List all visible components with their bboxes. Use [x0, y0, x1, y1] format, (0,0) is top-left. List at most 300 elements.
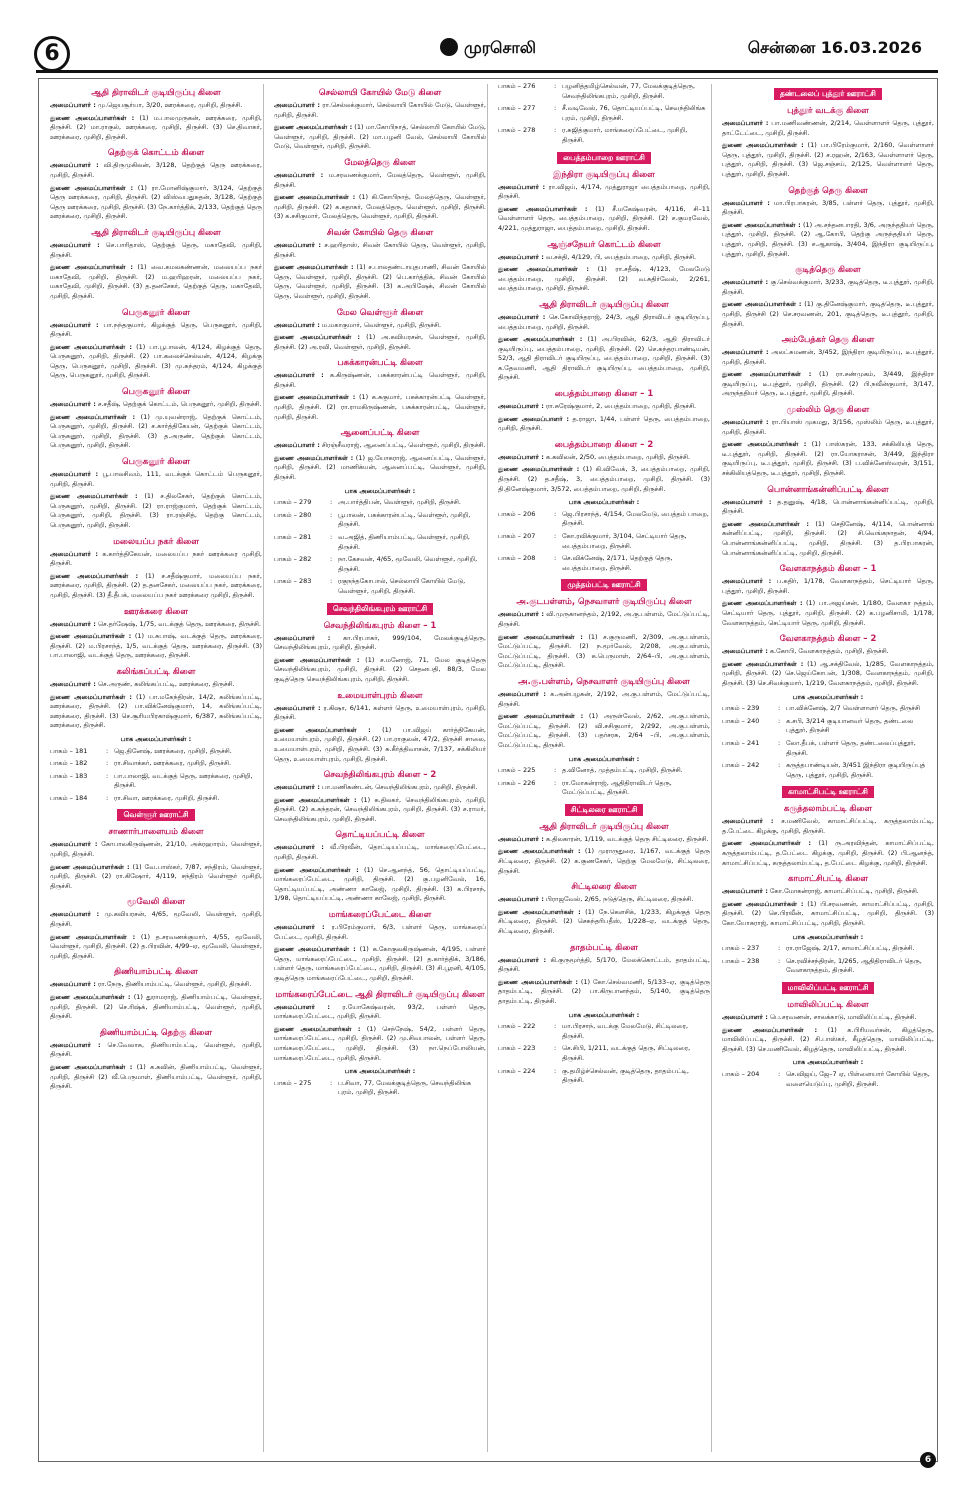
member-details: மு.கவியரசன், 4/65, மூவேலி, வெள்ளூர், முசிறி, திருச்சி.: [50, 910, 262, 929]
member-entry: [274, 796, 486, 825]
role-label: அமைப்பாளர் :: [50, 619, 96, 628]
booth-label: பாகம் – 277: [498, 104, 536, 113]
booth-colon: :: [106, 746, 109, 755]
member-entry: [50, 980, 262, 990]
role-label: துணை அமைப்பாளர்கள் :: [50, 113, 135, 122]
masthead-logo-icon: [440, 38, 458, 56]
member-entry: [274, 321, 486, 331]
role-label: அமைப்பாளர் :: [722, 418, 769, 427]
member-details: க.கவிலன், 2/50, பைத்தம்பாறை, முசிறி, திருச்சி.: [545, 452, 690, 461]
member-entry: [722, 199, 934, 218]
member-entry: [498, 205, 710, 234]
role-label: துணை அமைப்பாளர்கள் :: [274, 795, 357, 804]
role-label: அமைப்பாளர் :: [722, 497, 772, 506]
branch-heading: கலிங்கப்பட்டி கிளை: [116, 666, 196, 677]
member-details: (1) செதினேஷ், 4/114, பொன்னாங் கன்னிப்பட்டி, முசிறி, திருச்சி. (2) சி.வெங்கநாதன், 4/94, பொன்னாங்கன்னிப்பட்டி, முசிறி, திருச்சி. (3) த.பிரபாகரன், பொன்னாங்கன்னிப்பட்டி, முசிறி, திருச்சி.: [722, 519, 934, 557]
member-entry: [722, 141, 934, 179]
role-label: துணை அமைப்பாளர்கள் :: [50, 183, 134, 192]
section-subheading: பாக அமைப்பாளர்கள் :: [792, 932, 864, 941]
member-details: (1) செந்நேஷ், 54/2, பள்ளர் தெரு, மாங்கரைப்பேட்டை, முசிறி, திருச்சி. (2) மு.சிவபாலன், பள்ளர் தெரு, மாங்கரைப்பேட்டை, முசிறி, திருச்சி. (3) நா.நெப்போலியன், மாங்கரைப்பேட்டை, முசிறி, திருச்சி.: [274, 1024, 486, 1062]
booth-colon: :: [554, 1044, 557, 1053]
booth-value: நா.கேசவன், 4/65, மூவேலி, வெள்ளூர், முசிறி, திருச்சி.: [338, 555, 478, 573]
role-label: துணை அமைப்பாளர்கள் :: [722, 1025, 818, 1034]
role-label: அமைப்பாளர் :: [498, 312, 546, 321]
role-label: அமைப்பாளர் :: [50, 980, 96, 989]
member-details: பா.மணிகண்டன், செவந்திலிங்கபுரம், முசிறி, திருச்சி.: [321, 783, 478, 792]
role-label: துணை அமைப்பாளர்கள் :: [722, 300, 802, 309]
member-entry: [50, 343, 262, 381]
member-entry: [498, 633, 710, 671]
panchayat-banner: மாவிலிப்பட்டி ஊராட்சி: [782, 982, 875, 994]
role-label: துணை அமைப்பாளர்கள் :: [722, 839, 811, 848]
member-details: (1) பா.விஜய் கார்த்திகேயன், உமையாள்புரம், முசிறி, திருச்சி. (2) பா.ராகுலன், 47/2, திருச்சி சாலை, உமையாள்புரம், முசிறி, திருச்சி. (3) சு.கீர்த்திவாசன், 7/137, சக்கிலியர் தெரு, உமையாள்புரம், முசிறி, திருச்சி.: [274, 725, 486, 763]
column-divider: [711, 84, 712, 1452]
branch-heading: செல்லாயி கோயில் மேடு கிளை: [318, 88, 442, 98]
member-details: ச.ஹரிதாஸ், சிவன் கோயில் தெரு, வெள்ளூர், முசிறி, திருச்சி.: [274, 240, 486, 259]
panchayat-banner: செவந்திலிங்கபுரம் ஊராட்சி: [327, 603, 433, 615]
member-entry: [50, 400, 262, 410]
member-entry: [274, 923, 486, 942]
role-label: அமைப்பாளர் :: [50, 1040, 101, 1049]
member-details: ச.மணிவேல், காமாட்சிப்பட்டி, கருத்தலாம்பட்டி, த.பேட்டை கிழக்கு, முசிறி, திருச்சி.: [722, 817, 934, 835]
booth-row: [722, 957, 934, 976]
role-label: அமைப்பாளர் :: [50, 400, 96, 409]
booth-colon: :: [778, 716, 781, 725]
member-details: (1) முராருதுரை, 1/167, வடக்குத் தெரு சிட்டிலரை, திருச்சி. (2) க.குணசேகர், தெற்கு மேலமேடு, சிட்டிலரை, திருச்சி.: [498, 847, 710, 875]
member-details: (1) ரு.அரவிந்தன், காமாட்சிப்பட்டி, கருத்தலாம்பட்டி, த.பேட்டை கிழக்கு, முசிறி, திருச்சி. (2) பி.ஆனந்த், காமாட்சிப்பட்டி, கருத்தலாம்பட்டி, த.பேட்டை கிழக்கு, முசிறி, திருச்சி.: [722, 839, 934, 867]
booth-colon: :: [554, 532, 557, 540]
member-entry: [498, 402, 710, 412]
member-details: (1) மு.யுவன்ராஜ், தெற்குக் கொட்டம், பெருகனூர், முசிறி, திருச்சி. (2) ச.கார்த்திகேயன், தெற்குக் கொட்டம், பெருகனூர், முசிறி, திருச்சி. (3) த.அருண், தெற்குக் கொட்டம், பெருகனூர், முசிறி, திருச்சி.: [50, 412, 262, 450]
booth-value: கு.தமிழ்ச்செல்வன், குடித்தெரு, தாதம்பட்டி, திருச்சி.: [562, 1066, 689, 1085]
booth-label: பாகம் – 239: [722, 704, 760, 713]
role-label: துணை அமைப்பாளர்கள் :: [274, 945, 356, 954]
booth-colon: :: [554, 778, 557, 787]
role-label: அமைப்பாளர் :: [722, 119, 769, 127]
booth-label: பாகம் – 276: [498, 82, 536, 90]
member-entry: [722, 278, 934, 297]
column-3: [498, 82, 710, 1454]
section-subheading: பாக அமைப்பாளர்கள் :: [792, 1058, 864, 1067]
role-label: அமைப்பாளர் :: [274, 101, 320, 109]
booth-value: பா.பாலாஜி, வடக்குத் தெரு, ஊரக்கரை, முசிறி, திருச்சி.: [114, 771, 253, 790]
branch-heading: உமையாள்புரம் கிளை: [337, 690, 423, 701]
booth-row: [50, 747, 262, 757]
booth-label: பாகம் – 182: [50, 759, 88, 768]
member-entry: [50, 413, 262, 451]
member-details: பா.நந்தகுமார், கிழக்குத் தெரு, பெருகனூர், முசிறி, திருச்சி.: [50, 320, 262, 339]
booth-row: [498, 1022, 710, 1041]
member-entry: [498, 895, 710, 905]
booth-colon: :: [330, 1078, 333, 1087]
member-entry: [498, 610, 710, 629]
role-label: அமைப்பாளர் :: [498, 955, 547, 964]
branch-heading: ஆதி திராவிடர் குடியிருப்பு கிளை: [91, 227, 221, 238]
booth-label: பாகம் – 208: [498, 554, 536, 563]
booth-row: [722, 1070, 934, 1089]
member-entry: [50, 161, 262, 180]
booth-colon: :: [778, 738, 781, 747]
member-entry: [722, 887, 934, 897]
role-label: அமைப்பாளர் :: [274, 320, 320, 329]
member-entry: [722, 839, 934, 868]
member-entry: [498, 712, 710, 750]
branch-heading: மாங்கரைப்பேட்டை கிளை: [328, 910, 432, 921]
role-label: துணை அமைப்பாளர்கள் :: [274, 725, 371, 734]
member-entry: [722, 900, 934, 929]
member-details: ர.பிரேம்குமார், 6/3, பள்ளர் தெரு, மாங்கரைப் பேட்டை, முசிறி, திருச்சி.: [274, 923, 486, 941]
member-entry: [274, 783, 486, 793]
member-entry: [50, 1063, 262, 1092]
member-details: (1) த.சரவணக்குமார், 4/55, மூவேலி, வெள்ளூர், முசிறி, திருச்சி. (2) த.பிரவின், 4/99–ஏ, மூவேலி, வெள்ளூர், முசிறி, திருச்சி.: [50, 932, 262, 960]
booth-colon: :: [778, 1069, 781, 1078]
member-entry: [498, 847, 710, 876]
member-details: (1) செ.ஆனந்த், 56, தொட்டியப்பட்டி, மாங்கரைப்பேட்டை, முசிறி, திருச்சி. (2) கு.பழனிவேல், 16, தொட்டியப்பட்டி, அண்ணா காலேஜ், முசிறி, திருச்சி. (3) க.பிரசாந், 1/98, தொட்டியப்பட்டி, அண்ணா காலேஜ், முசிறி, திருச்சி.: [274, 865, 486, 903]
role-label: துணை அமைப்பாளர்கள் :: [498, 632, 583, 641]
member-entry: [274, 1003, 486, 1022]
member-entry: [498, 465, 710, 494]
booth-colon: :: [778, 761, 781, 770]
branch-heading: மாங்கரைப்பேட்டை ஆதி திராவிடர் குடியிருப்பு கிளை: [275, 989, 485, 1000]
role-label: அமைப்பாளர் :: [274, 703, 321, 712]
role-label: துணை அமைப்பாளர்கள் :: [498, 847, 581, 856]
branch-heading: புத்தூர் வடக்கு கிளை: [787, 106, 869, 116]
member-details: சிரஞ்சீவராஜ், ஆனைப்பட்டி, வெள்ளூர், முசிறி, திருச்சி.: [321, 441, 486, 450]
booth-value: பூபாலன், பசுக்காரன்பட்டி, வெள்ளூர், முசிறி, திருச்சி.: [338, 510, 471, 529]
booth-value: ர.சுஜித்குமார், மாங்கரைப்பேட்டை, முசிறி, திருச்சி.: [562, 126, 688, 144]
booth-row: [498, 766, 710, 776]
booth-value: ஜெ.பிரசாந்த், 4/154, மேலமேடு, பைத்தம் பாறை, திருச்சி.: [562, 509, 709, 528]
member-details: (1) ஆ.சக்திவேல், 1/285, வேளகாநத்தம், முசிறி, திருச்சி. (2) செ.ஜெய்கோபன், 1/308, வேளகாநத்தம், முசிறி, திருச்சி. (3) செ.சிவக்குமார், 1/219, வேளகாநத்தம், முசிறி, திருச்சி.: [722, 659, 934, 687]
branch-heading: சாணார்பாளையம் கிளை: [108, 827, 204, 838]
member-details: க.கோபி, வேளகாநத்தம், முசிறி, திருச்சி.: [769, 647, 889, 656]
role-label: துணை அமைப்பாளர்கள் :: [50, 932, 136, 941]
role-label: துணை அமைப்பாளர்கள் :: [722, 220, 801, 229]
panchayat-banner: முத்தம்பட்டி ஊராட்சி: [561, 579, 646, 591]
branch-heading: மலையப்ப நகர் கிளை: [113, 536, 199, 547]
booth-colon: :: [778, 956, 781, 965]
member-details: வீ.பிரவீன், தொட்டியப்பட்டி, மாங்கரைப்பேட்டை, முசிறி, திருச்சி.: [274, 843, 486, 862]
member-details: (1) கு.தினேஷ்குமார், குடித்தெரு, டீ.புத்தூர், முசிறி, திருச்சி (2) செ.சரவணன், 201, குடித்தெரு, டீ.புத்தூர், முசிறி, திருச்சி.: [722, 300, 934, 328]
member-entry: [498, 313, 710, 332]
member-details: (1) ரா.சதீஷ், 4/123, மேலமேடு பைத்தம்பாறை, முசிறி, திருச்சி. (2) வ.சுதிர்வேல், 2/261, பைத்தம்பாறை, முசிறி, திருச்சி.: [498, 265, 710, 293]
panchayat-banner: வெள்ளூர் ஊராட்சி: [117, 809, 194, 821]
member-details: ரா.செல்லக்குமார், செல்லாயி கோயில் மேடு, வெள்ளூர், முசிறி, திருச்சி.: [274, 101, 486, 119]
member-entry: [498, 835, 710, 845]
member-details: (1) அ.சந்தனபாரதி, 3/6, அருந்ததியர் தெரு, புத்தூர், முசிறி, திருச்சி. (2) ஆ.கோபி, தெற்கு அருந்ததியர் தெரு, புத்தூர், முசிறி, திருச்சி. (3) ச.ஆகாஷ், 3/404, இந்திரா குடியிருப்பு, புத்தூர், முசிறி, திருச்சி.: [722, 220, 934, 258]
footer-page-number: 6: [920, 1452, 936, 1468]
member-entry: [50, 572, 262, 601]
role-label: அமைப்பாளர் :: [50, 240, 100, 249]
booth-colon: :: [554, 1066, 557, 1075]
role-label: அமைப்பாளர் :: [50, 470, 99, 479]
role-label: துணை அமைப்பாளர்கள் :: [498, 977, 578, 986]
role-label: அமைப்பாளர் :: [50, 910, 100, 919]
member-entry: [50, 910, 262, 929]
booth-label: பாகம் – 181: [50, 746, 88, 755]
member-entry: [50, 492, 262, 530]
branch-heading: தெற்குக் கொட்டம் கிளை: [107, 148, 205, 159]
branch-heading: செவந்திலிங்கபுரம் கிளை – 2: [323, 770, 437, 781]
member-details: (1) ச.மனோஜ், 71, மேல குடித்தெரு செவந்திலிங்கபுரம், முசிறி, திருச்சி. (2) செதனபதி, 88/3, மேல குடித்தெரு செவந்திலிங்கபுரம், முசிறி, திருச்சி.: [274, 655, 486, 683]
booth-row: [722, 704, 934, 714]
role-label: அமைப்பாளர் :: [50, 161, 99, 170]
role-label: அமைப்பாளர் :: [274, 633, 331, 642]
branch-heading: மூவேலி கிளை: [127, 897, 185, 908]
branch-heading: இந்திரா குடியிருப்பு கிளை: [553, 169, 655, 180]
member-entry: [274, 634, 486, 653]
member-details: மா.பிரபாகரன், 3/85, பள்ளர் தெரு, புத்தூர், முசிறி, திருச்சி.: [722, 198, 934, 217]
member-details: (1) பா.மகேந்திரன், 14/2, கலிங்கப்பட்டி, ஊரக்கரை, திருச்சி. (2) பா.விக்னேஷ்குமார், 14, கலிங்கப்பட்டி, ஊரக்கரை, திருச்சி. (3) செ.சூரியபிரகாஷ்குமார், 6/387, கலிங்கப்பட்டி, ஊரக்கரை, திருச்சி.: [50, 692, 262, 730]
member-details: பிராஜவேல், 2/65, நடுத்தெரு, சிட்டிலரை, திருச்சி.: [545, 895, 694, 904]
branch-heading: வேளகாநத்தம் கிளை – 2: [779, 634, 877, 645]
booth-value: செ.சிபி, 1/211, வடக்குத் தெரு, சிட்டிலரை, திருச்சி.: [562, 1044, 691, 1062]
member-details: செ.பாரிதாஸ், தெற்குத் தெரு, மகாதேவி, முசிறி, திருச்சி.: [50, 240, 262, 259]
member-details: (1) க.கோகுலகிருஷ்ணன், 4/195, பள்ளர் தெரு, மாங்கரைப்பேட்டை, முசிறி, திருச்சி. (2) த.கார்த்திக், 3/186, பள்ளர் தெரு, மாங்கரைப்பேட்டை, முசிறி, திருச்சி. (3) சி.பூரனி, 4/105, குடித்தெரு மாங்கரைப்பேட்டை, முசிறி, திருச்சி.: [274, 945, 486, 982]
role-label: துணை அமைப்பாளர்கள் :: [722, 519, 809, 528]
member-entry: [274, 945, 486, 983]
column-divider: [487, 84, 488, 1452]
booth-colon: :: [778, 944, 781, 953]
booth-row: [498, 104, 710, 123]
role-label: அமைப்பாளர் :: [274, 923, 325, 932]
member-entry: [274, 1025, 486, 1063]
member-details: (1) அ.பிரவின், 62/3, ஆதி திராவிடர் குடியிருப்பு, பைத்தம்பாறை, முசிறி, திருச்சி. (2) செ.சுந்தரபாண்டியன், 52/3, ஆதி திராவிடர் குடியிருப்பு, பைத்தம்பாறை, முசிறி, திருச்சி. (3) க.தேவமணி, ஆதி திராவிடர் குடியிருப்பு, பைத்தம்பாறை, முசிறி, திருச்சி.: [498, 335, 710, 382]
member-details: த.தனுஷ், 4/18, பொன்னாங்கன்னிப்பட்டி, முசிறி, திருச்சி.: [722, 497, 934, 516]
role-label: துணை அமைப்பாளர்கள் :: [722, 899, 804, 908]
booth-label: பாகம் – 278: [498, 126, 536, 135]
booth-label: பாகம் – 224: [498, 1066, 536, 1075]
member-entry: [50, 101, 262, 111]
role-label: துணை அமைப்பாளர்கள் :: [274, 263, 354, 272]
booth-label: பாகம் – 281: [274, 533, 312, 541]
member-details: (1) பா.அஜய்சன், 1/180, வேளகா நத்தம், செட்டியார் தெரு, புத்தூர், முசிறி, திருச்சி. (2) க.பழனிசாமி, 1/178, வேளகாநத்தம், செட்டியார் தெரு, முசிறி, திருச்சி.: [722, 599, 934, 627]
member-details: (1) ச.சதீஷ்குமார், மலையப்ப நகர், ஊரக்கரை, முசிறி, திருச்சி. (2) த.தனசேகர், மலையப்ப நகர், ஊரக்கரை, முசிறி, திருச்சி. (3) தீ.தீபக், மலையப்ப நகர் ஊரக்கரை முசிறி, திருச்சி.: [50, 571, 262, 599]
role-label: அமைப்பாளர் :: [722, 577, 772, 586]
branch-heading: பெருகனூர் கிளை: [121, 307, 191, 318]
booth-row: [274, 555, 486, 574]
member-entry: [498, 253, 710, 263]
booth-value: செ.விக்னேஷ், 2/171, தெற்குத் தெரு, பைத்தம்பாறை, திருச்சி.: [562, 554, 673, 572]
booth-row: [498, 82, 710, 101]
member-entry: [50, 114, 262, 143]
booth-row: [274, 533, 486, 552]
member-details: (1) க.திலகர், செவந்திலிங்கபுரம், முசிறி, திருச்சி. (2) க.சுந்தரன், செவந்திலிங்கபுரம், முசிறி, திருச்சி. (3) ச.ராமர், செவந்திலிங்கபுரம், முசிறி, திருச்சி.: [274, 795, 486, 823]
booth-row: [722, 717, 934, 736]
member-entry: [498, 183, 710, 202]
role-label: துணை அமைப்பாளர்கள் :: [50, 632, 132, 641]
branch-heading: குடித்தெரு கிளை: [795, 265, 861, 276]
member-details: அலட்சுமணன், 3/452, இந்திரா குடியிருப்பு, டீ.புத்தூர், முசிறி, திருச்சி.: [722, 348, 934, 366]
member-entry: [498, 956, 710, 975]
booth-row: [498, 1044, 710, 1063]
page-header: [0, 0, 972, 80]
member-entry: [498, 265, 710, 294]
branch-heading: வேளகாநத்தம் கிளை – 1: [779, 564, 877, 575]
member-details: ம.மகாகுமார், வெள்ளூர், முசிறி, திருச்சி.: [321, 320, 442, 329]
member-details: (1) கோ.செல்வமணி, 5/133–ஏ, குடித்தெரு தாதம்பட்டி, திருச்சி. (2) பா.கிருபானந்தம், 5/140, குடித்தெரு தாதம்பட்டி, திருச்சி.: [498, 977, 710, 1005]
branch-heading: முஸ்லிம் தெரு கிளை: [786, 405, 870, 416]
member-details: (1) ம.பாலமுருகன், ஊரக்கரை, முசிறி, திருச்சி. (2) மா.ராகுல், ஊரக்கரை, முசிறி, திருச்சி. (3) செ.திவாகர், ஊரக்கரை, முசிறி, திருச்சி.: [50, 113, 262, 141]
section-subheading: பாக அமைப்பாளர்கள் :: [792, 692, 864, 701]
member-details: ம.சரவணக்குமார், மேலத்தெரு, வெள்ளூர், முசிறி, திருச்சி.: [274, 170, 486, 189]
member-details: ப.கதிர், 1/178, வேளகாநத்தம், செட்டியார் தெரு, புத்தூர், முசிறி, திருச்சி.: [722, 577, 934, 595]
member-details: கி.குருமூர்த்தி, 5/170, மேலக்கொட்டம், தாதம்பட்டி, திருச்சி.: [498, 955, 710, 974]
booth-colon: :: [554, 104, 557, 113]
member-details: (1) பா.பிரேம்குமார், 2/160, வெள்ளாளர் தெரு, புத்தூர், முசிறி, திருச்சி. (2) ச.ரஹன், 2/163, வெள்ளாளர் தெரு, புத்தூர், முசிறி, திருச்சி. (3) ஜெ.சஞ்சய், 2/125, வெள்ளாளர் தெரு, புத்தூர், முசிறி, திருச்சி.: [722, 141, 934, 178]
role-label: துணை அமைப்பாளர்கள் :: [50, 342, 133, 351]
member-details: க.கார்த்திகேயன், மலையப்ப நகர் ஊரக்கரை முசிறி, திருச்சி.: [50, 549, 262, 568]
member-entry: [274, 726, 486, 764]
member-entry: [274, 866, 486, 904]
role-label: துணை அமைப்பாளர்கள் :: [498, 907, 581, 916]
branch-heading: சிவன் கோயில் தெரு கிளை: [326, 227, 434, 238]
role-label: அமைப்பாளர் :: [722, 1013, 768, 1021]
role-label: துணை அமைப்பாளர்கள் :: [50, 1062, 133, 1071]
member-entry: [274, 656, 486, 685]
member-entry: [274, 704, 486, 723]
member-entry: [498, 415, 710, 434]
member-details: வ.சக்தி, 4/129, பி, பைத்தம்பாறை, முசிறி, திருச்சி.: [545, 252, 697, 261]
role-label: அமைப்பாளர் :: [50, 549, 99, 558]
role-label: அமைப்பாளர் :: [498, 182, 546, 191]
booth-colon: :: [330, 577, 333, 586]
booth-row: [50, 772, 262, 791]
member-details: (1) க.சுகுமார், பசுக்காரன்பட்டி வெள்ளூர், முசிறி, திருச்சி. (2) ரா.ராமகிருஷ்ணன், பசுக்காரன்பட்டி, வெள்ளூர், முசிறி, திருச்சி.: [274, 393, 486, 421]
member-entry: [498, 978, 710, 1007]
member-entry: [722, 440, 934, 478]
member-details: (1) மா.கோபிநாத், செல்லாயி கோயில் மேடு, வெள்ளூர், முசிறி, திருச்சி. (2) மா.பழனி வேல், செல்லாயி கோயில் மேடு, வெள்ளூர், முசிறி, திருச்சி.: [274, 123, 486, 151]
role-label: அமைப்பாளர் :: [498, 452, 544, 461]
role-label: துணை அமைப்பாளர்கள் :: [722, 141, 804, 150]
member-entry: [722, 300, 934, 329]
booth-label: பாகம் – 204: [722, 1069, 760, 1078]
member-entry: [50, 263, 262, 301]
role-label: அமைப்பாளர் :: [498, 834, 544, 843]
header-rule: [36, 70, 938, 73]
role-label: துணை அமைப்பாளர்கள் :: [722, 440, 807, 449]
role-label: அமைப்பாளர் :: [274, 441, 320, 450]
branch-heading: அ.கு.பள்ளம், நெசவாளர் குடியிருப்பு கிளை: [518, 676, 690, 687]
role-label: அமைப்பாளர் :: [722, 647, 768, 656]
role-label: துணை அமைப்பாளர்கள் :: [498, 465, 580, 474]
section-subheading: பாக அமைப்பாளர்கள் :: [344, 486, 416, 495]
member-entry: [50, 184, 262, 222]
role-label: துணை அமைப்பாளர்கள் :: [50, 492, 138, 501]
role-label: அமைப்பாளர் :: [498, 895, 544, 904]
member-entry: [722, 498, 934, 517]
member-details: ர.யோகேஷ்வரன், 93/2, பள்ளர் தெரு, மாங்கரைப்பேட்டை, முசிறி, திருச்சி.: [274, 1002, 486, 1021]
member-entry: [274, 123, 486, 152]
role-label: துணை அமைப்பாளர்கள் :: [274, 1024, 361, 1033]
booth-label: பாகம் – 206: [498, 509, 536, 518]
role-label: துணை அமைப்பாளர்கள் :: [274, 865, 359, 874]
member-details: (1) துராமராஜ், திணியாம்பட்டி, வெள்ளூர், முசிறி, திருச்சி. (2) செ.ரிஷ்க், திணியாம்பட்டி, வெள்ளூர், முசிறி, திருச்சி.: [50, 993, 262, 1021]
member-details: (1) அருள்வேல், 2/62, அ.கு.பள்ளம், மேட்டுப்பட்டி, திருச்சி. (2) வி.சசிகுமார், 2/292, அ.கு.பள்ளம், மேட்டுப்பட்டி, திருச்சி. (3) பதர்சரசு, 2/64 –பி, அ.கு.பள்ளம், மேட்டுப்பட்டி, திருச்சி.: [498, 712, 710, 749]
section-subheading: பாக அமைப்பாளர்கள் :: [568, 498, 640, 507]
masthead: [440, 38, 536, 59]
branch-heading: தாதம்பட்டி கிளை: [570, 942, 638, 953]
role-label: துணை அமைப்பாளர்கள் :: [498, 204, 588, 213]
booth-row: [498, 554, 710, 573]
member-details: (1) வை.கமலகண்ணன், மலையப்ப நகர் மகாதேவி, முசிறி, திருச்சி. (2) ம.ஹரிஹரன், மலையப்ப நகர், மகாதேவி, முசிறி, திருச்சி. (3) த.தனசேகர், தெற்குத் தெரு, மகாதேவி, முசிறி, திருச்சி.: [50, 263, 262, 300]
booth-value: செ.விஜய், ஜே–7 ஏ, பிள்ளையார் கோயில் தெரு, வளையெடுப்பு, முசிறி, திருச்சி.: [786, 1069, 930, 1088]
role-label: துணை அமைப்பாளர்கள் :: [274, 123, 353, 132]
member-details: செ.அருண், கலிங்கப்பட்டி, ஊரக்கரை, திருச்சி.: [97, 679, 235, 688]
booth-label: பாகம் – 279: [274, 498, 312, 507]
role-label: துணை அமைப்பாளர் :: [498, 414, 569, 423]
booth-row: [274, 1079, 486, 1098]
member-details: (1) ரா.மோனிஷ்குமார், 3/124, தெற்குத் தெரு ஊரக்கரை, முசிறி, திருச்சி. (2) விஸ்வபதுசுதன், 3/128, தெற்குத் தெரு ஊரக்கரை, முசிறி, திருச்சி. (3) நே.கார்த்திக், 2/133, தெற்குத் தெரு ஊரக்கரை, முசிறி, திருச்சி.: [50, 183, 262, 221]
role-label: அமைப்பாளர் :: [274, 1002, 330, 1011]
role-label: அமைப்பாளர் :: [50, 840, 98, 849]
member-entry: [274, 171, 486, 190]
member-entry: [722, 1013, 934, 1023]
role-label: அமைப்பாளர் :: [498, 252, 544, 261]
member-details: (1) ச.திலசேகர், தெற்குக் கொட்டம், பெருகனூர், முசிறி, திருச்சி. (2) ரா.ராஜ்குமார், தெற்குக் கொட்டம், பெருகனூர், முசிறி, திருச்சி. (3) ரா.ரஞ்சித், தெற்கு கொட்டம், பெருகனூர், முசிறி, திருச்சி.: [50, 492, 262, 529]
member-entry: [50, 632, 262, 661]
member-details: கு.செல்வக்குமார், 3/233, குடித்தெரு, டீ.புத்தூர், முசிறி, திருச்சி.: [722, 278, 934, 296]
section-subheading: பாக அமைப்பாளர்கள் :: [568, 754, 640, 763]
member-entry: [722, 418, 934, 437]
branch-heading: தெற்குத் தெரு கிளை: [788, 185, 868, 196]
branch-heading: கருத்தலாம்பட்டி கிளை: [783, 804, 873, 815]
masthead-title: முரசொலி: [464, 38, 536, 57]
booth-value: வ.அஜித், திணியாம்பட்டி, வெள்ளூர், முசிறி, திருச்சி.: [338, 533, 470, 551]
booth-colon: :: [330, 498, 333, 507]
booth-value: த.வினோத், முத்தம்பட்டி, முசிறி, திருச்சி.: [562, 766, 683, 775]
role-label: துணை அமைப்பாளர்கள் :: [498, 265, 590, 274]
booth-value: ஜெ.தினேஷ், ஊரக்கரை, முசிறி, திருச்சி.: [114, 746, 232, 755]
member-entry: [722, 577, 934, 596]
booth-row: [274, 498, 486, 508]
member-details: வி.முருகானந்தம், 2/192, அ.கு.பள்ளம், மேட்டுப்பட்டி, திருச்சி.: [498, 610, 710, 628]
role-label: அமைப்பாளர் :: [498, 689, 546, 698]
role-label: அமைப்பாளர் :: [274, 371, 324, 380]
member-entry: [274, 263, 486, 301]
role-label: அமைப்பாளர் :: [722, 887, 768, 896]
booth-value: ரா.சிவாக்கர், ஊரக்கரை, முசிறி, திருச்சி.: [114, 759, 232, 768]
booth-row: [498, 532, 710, 551]
role-label: துணை அமைப்பாளர்கள் :: [274, 393, 356, 402]
booth-label: பாகம் – 238: [722, 956, 760, 965]
role-label: துணை அமைப்பாளர்கள் :: [498, 712, 584, 721]
booth-row: [274, 511, 486, 530]
branch-heading: மேலத்தெரு கிளை: [344, 157, 416, 168]
member-entry: [722, 520, 934, 558]
member-details: பூ.பாலசிவம், 111, வடக்குக் கொட்டம் பெருகனூர், முசிறி, திருச்சி.: [50, 470, 262, 488]
member-entry: [498, 453, 710, 463]
member-entry: [722, 1026, 934, 1055]
role-label: துணை அமைப்பாளர்கள் :: [50, 263, 133, 272]
branch-heading: ஆதி திராவிடர் குடியிருப்பு கிளை: [91, 88, 221, 98]
booth-label: பாகம் – 282: [274, 555, 312, 564]
booth-label: பாகம் – 242: [722, 761, 760, 770]
member-entry: [274, 454, 486, 483]
city-date: சென்னை 16.03.2026: [747, 38, 922, 57]
member-details: (1) சீ.மகேஷ்வரன், 4/116, சி–11 வெள்ளாளர் தெரு, பைத்தம்பாறை, முசிறி, திருச்சி. (2) ச.குமரவேல், 4/221, முத்துராஜா, பைத்தம்பாறை, முசிறி, திருச்சி.: [498, 204, 710, 232]
booth-row: [274, 577, 486, 596]
member-entry: [274, 393, 486, 422]
booth-value: பா.விக்னேஷ், 2/7 வெள்ளாளர் தெரு, திருச்சி: [786, 704, 920, 713]
member-entry: [722, 119, 934, 138]
booth-label: பாகம் – 241: [722, 738, 760, 747]
role-label: துணை அமைப்பாளர்கள் :: [274, 193, 356, 202]
member-details: (1) ம.சுபாஷ், வடக்குத் தெரு, ஊரக்கரை, திருச்சி. (2) ம.பிரசாந்த், 1/5, வடக்குத் தெரு, ஊரக்கரை, திருச்சி. (3) பா.பாலாஜி, வடக்குத் தெரு, ஊரக்கரை, திருச்சி.: [50, 632, 262, 660]
section-subheading: பாக அமைப்பாளர்கள் :: [120, 734, 192, 743]
booth-value: அ.பார்த்திபன், வெள்ளூர், முசிறி, திருச்சி.: [338, 498, 461, 507]
booth-colon: :: [106, 759, 109, 768]
